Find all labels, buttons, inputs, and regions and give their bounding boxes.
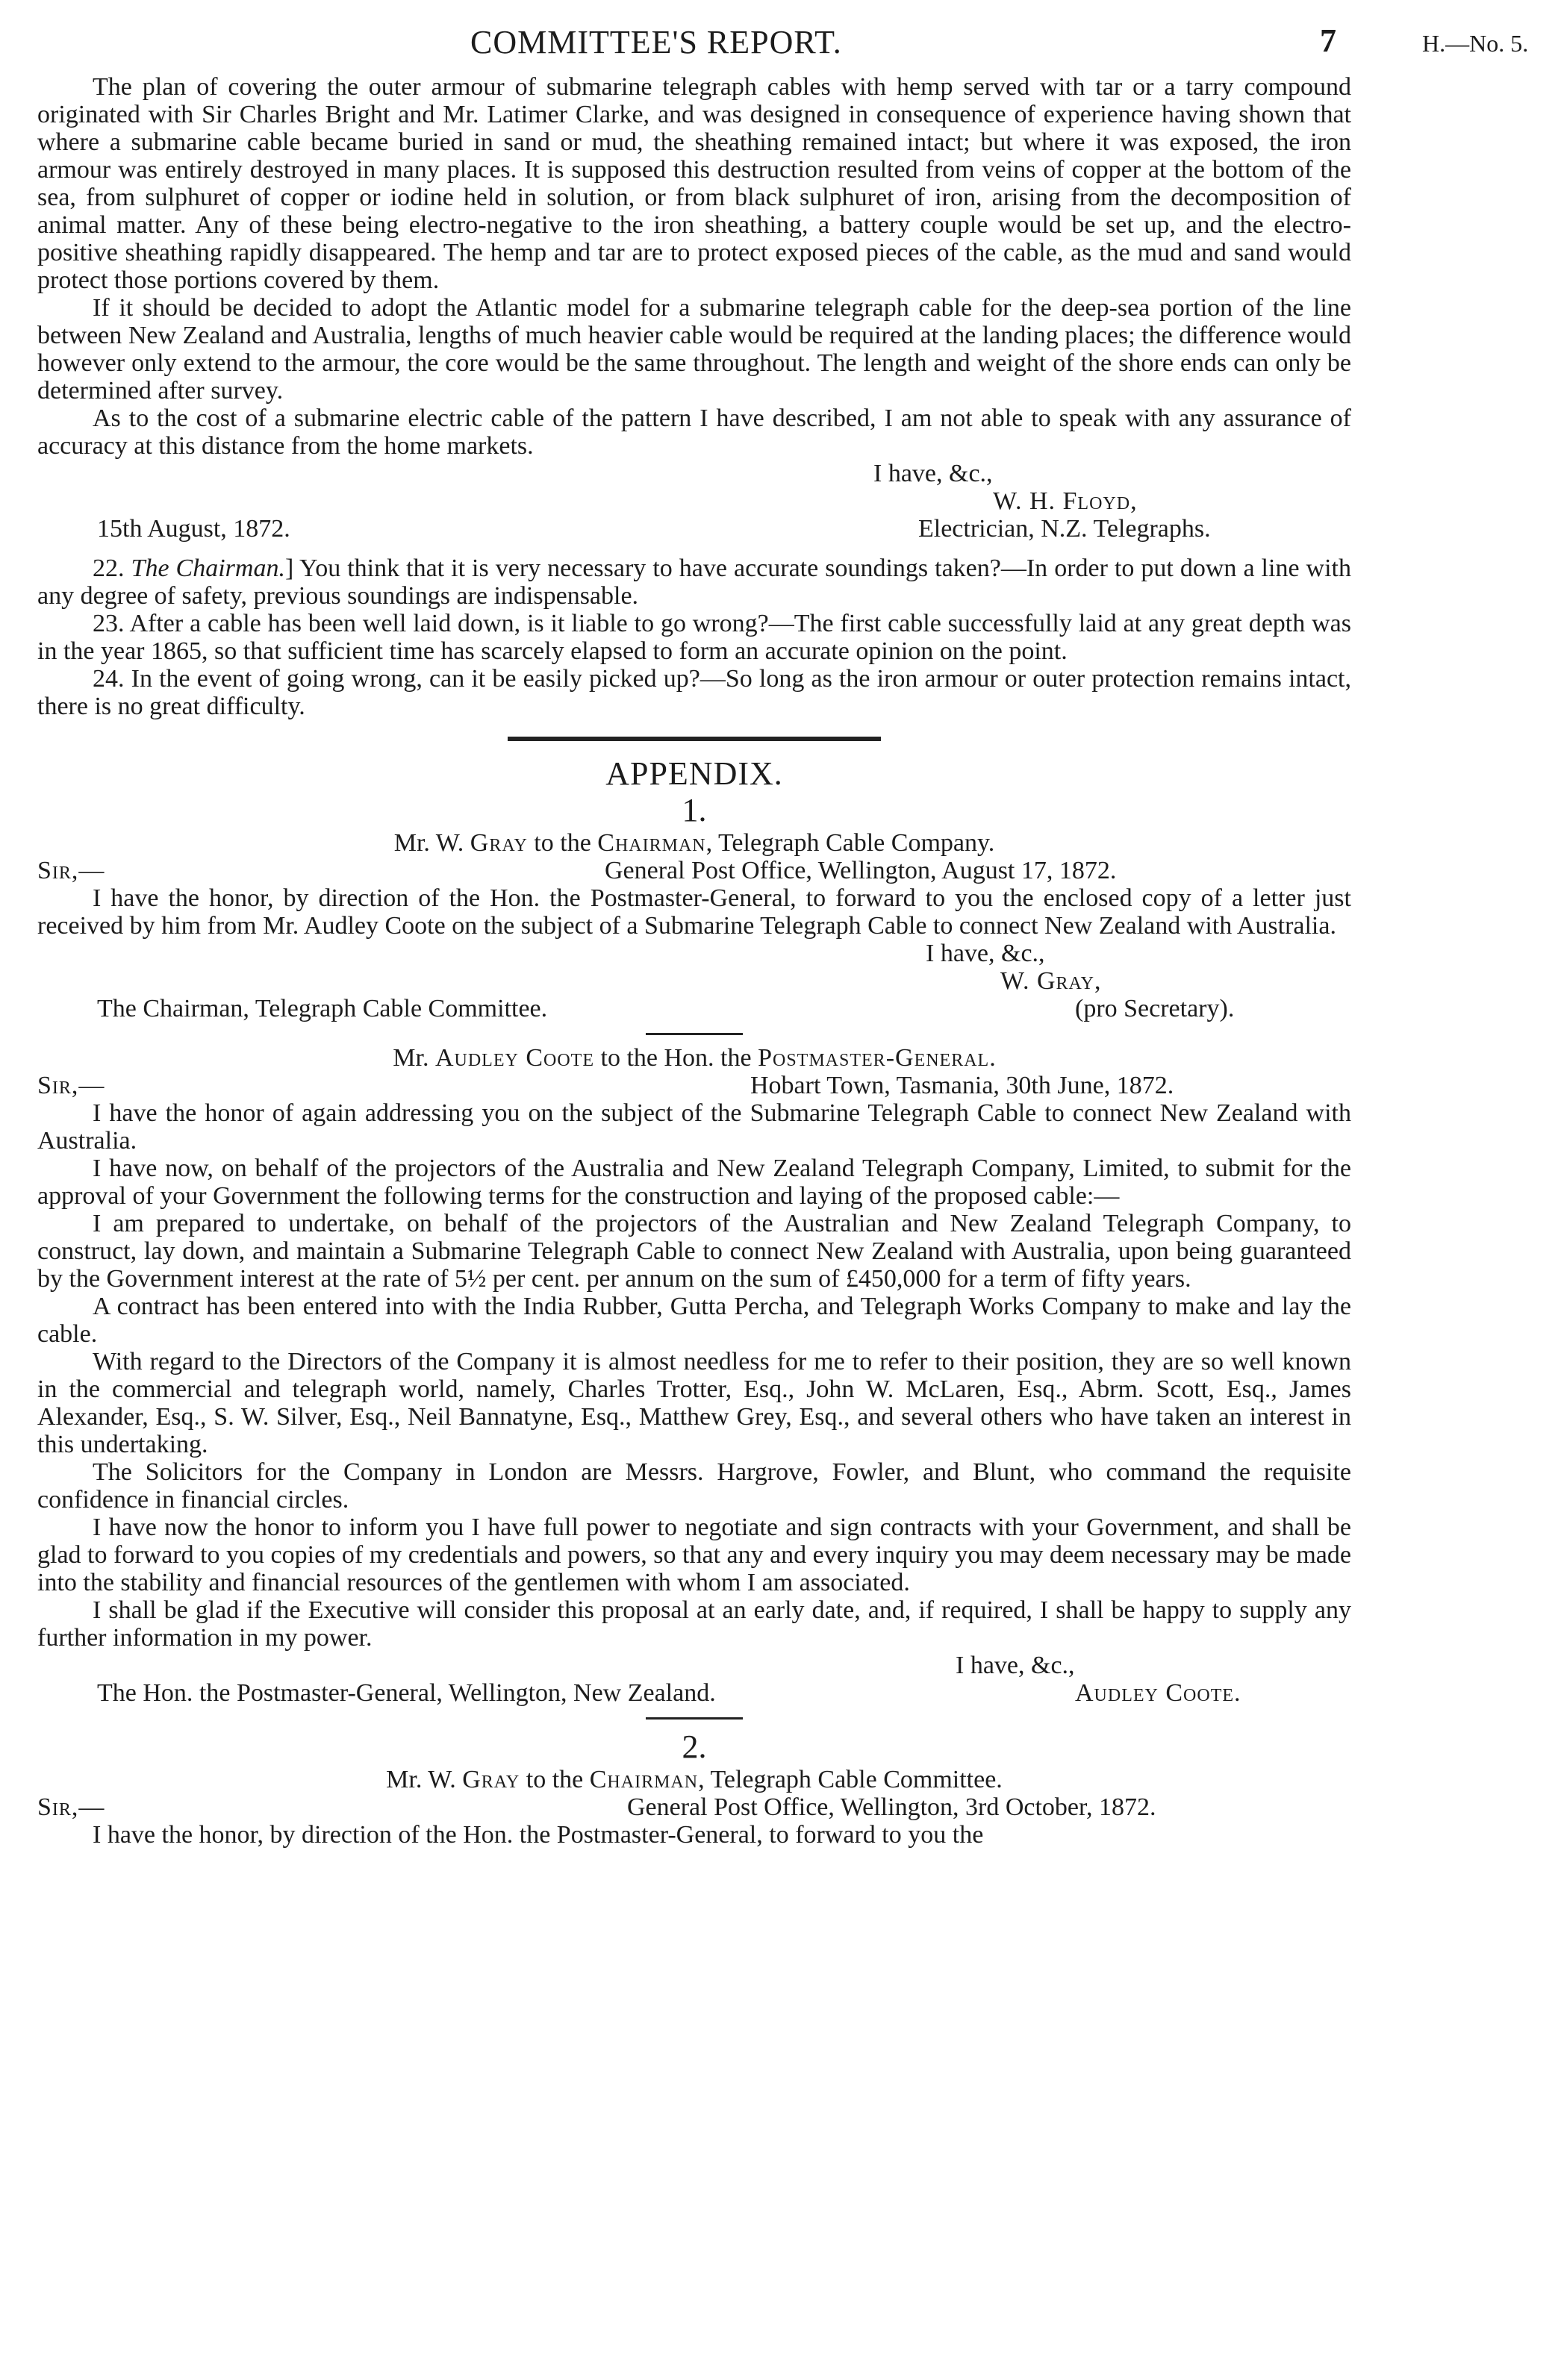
letter-paragraph: I am prepared to undertake, on behalf of the projectors of the Australian and New Zealand Telegraph Company, to construct, lay down, and maintain a Submarine Telegraph Cable to connect New Zealand with Australia, upon being guaranteed by the Government interest at the rate of 5½ per cent. per annum on the sum of £450,000 for a term of fifty years. — [37, 1210, 1351, 1293]
closing: I have, &c., — [956, 1652, 1075, 1679]
question-24: 24. In the event of going wrong, can it be easily picked up?—So long as the iron armour or outer protection remains intact, there is no great difficulty. — [37, 665, 1351, 720]
letter-heading: Mr. W. Gray to the Chairman, Telegraph Cable Committee. — [386, 1766, 1003, 1793]
signature: Audley Coote. — [1075, 1679, 1241, 1707]
signature: W. Gray, — [1000, 967, 1102, 995]
closing-row — [37, 460, 1351, 487]
evidence-paragraph: The plan of covering the outer armour of submarine telegraph cables with hemp served with tar or a tarry compound originated with Sir Charles Bright and Mr. Latimer Clarke, and was designed in consequence of experience having shown that where a submarine cable became buried in sand or mud, the sheathing remained intact; but where it was exposed, the iron armour was entirely destroyed in many places. It is supposed this destruction resulted from veins of copper at the bottom of the sea, from sulphuret of copper or iodine held in solution, or from black sulphuret of iron, arising from the decomposition of animal matter. Any of these being electro-negative to the iron sheathing, a battery couple would be set up, and the electro-positive sheathing rapidly disappeared. The hemp and tar are to protect exposed pieces of the cable, as the mud and sand would protect those portions covered by them. — [37, 73, 1351, 294]
question-22: 22. The Chairman.] You think that it is very necessary to have accurate soundings taken?—In order to put down a line with any degree of safety, previous soundings are indispensable. — [37, 555, 1352, 610]
closing: I have, &c., — [926, 940, 1045, 967]
letter-paragraph: The Solicitors for the Company in London are Messrs. Hargrove, Fowler, and Blunt, who command the requisite confidence in financial circles. — [37, 1458, 1351, 1514]
letter-address: Hobart Town, Tasmania, 30th June, 1872. — [750, 1072, 1174, 1099]
letter-paragraph: I have now the honor to inform you I have full power to negotiate and sign contracts with your Government, and shall be glad to forward to you copies of my credentials and powers, so that any and every inquiry you may deem necessary may be made into the stability and financial resources of the gentlemen with whom I am associated. — [37, 1514, 1351, 1596]
signer-role: (pro Secretary). — [1075, 995, 1235, 1022]
salutation-row — [37, 1793, 1351, 1821]
speaker: The Chairman. — [131, 555, 285, 582]
running-title: COMMITTEE'S REPORT. — [470, 24, 842, 60]
date-row — [37, 515, 1351, 543]
letter-paragraph: With regard to the Directors of the Company it is almost needless for me to refer to their position, they are so well known in the commercial and telegraph world, namely, Charles Trotter, Esq., John W. McLaren, Esq., Abrm. Scott, Esq., James Alexander, Esq., S. W. Silver, Esq., Neil Bannatyne, Esq., Matthew Grey, Esq., and several others who have taken an interest in this undertaking. — [37, 1348, 1351, 1458]
salutation: Sir,— — [37, 857, 105, 884]
letter-number: 2. — [682, 1728, 707, 1765]
signer-title: Electrician, N.Z. Telegraphs. — [918, 515, 1211, 543]
letter-number: 1. — [682, 792, 707, 828]
closing: I have, &c., — [873, 460, 993, 487]
letter-body: I have the honor, by direction of the Hon. the Postmaster-General, to forward to you the enclosed copy of a letter just received by him from Mr. Audley Coote on the subject of a Submarine Telegraph Cable to connect New Zealand with Australia. — [37, 884, 1351, 940]
question-23: 23. After a cable has been well laid down, is it liable to go wrong?—The first cable successfully laid at any great depth was in the year 1865, so that sufficient time has scarcely elapsed to form an accurate opinion on the point. — [37, 610, 1351, 665]
letter-paragraph: I have now, on behalf of the projectors of the Australia and New Zealand Telegraph Company, Limited, to submit for the approval of your Government the following terms for the construction and laying of the proposed cable:— — [37, 1155, 1351, 1210]
section-divider — [508, 737, 881, 741]
evidence-paragraph: If it should be decided to adopt the Atlantic model for a submarine telegraph cable for the deep-sea portion of the line between New Zealand and Australia, lengths of much heavier cable would be required at the landing places; the difference would however only extend to the armour, the core would be the same throughout. The length and weight of the shore ends can only be determined after survey. — [37, 294, 1351, 405]
evidence-paragraph: As to the cost of a submarine electric cable of the pattern I have described, I am not able to speak with any assurance of accuracy at this distance from the home markets. — [37, 405, 1351, 460]
letter-paragraph: I have the honor of again addressing you on the subject of the Submarine Telegraph Cable to connect New Zealand with Australia. — [37, 1099, 1351, 1155]
letter-divider — [646, 1717, 743, 1720]
letter-paragraph: I shall be glad if the Executive will consider this proposal at an early date, and, if required, I shall be happy to supply any further information in my power. — [37, 1596, 1351, 1652]
letter-recipient: The Hon. the Postmaster-General, Wellington, New Zealand. — [97, 1679, 716, 1707]
salutation-row — [37, 1072, 1351, 1099]
letter-body: I have the honor, by direction of the Hon. the Postmaster-General, to forward to you the — [93, 1821, 984, 1849]
letter-heading: Mr. W. Gray to the Chairman, Telegraph Cable Company. — [393, 829, 995, 857]
salutation: Sir,— — [37, 1072, 105, 1099]
signature-row — [37, 487, 1351, 515]
letter-date: 15th August, 1872. — [97, 515, 290, 543]
letter-address: General Post Office, Wellington, August 17, 1872. — [605, 857, 1117, 884]
appendix-title: APPENDIX. — [605, 755, 783, 792]
letter-recipient: The Chairman, Telegraph Cable Committee. — [97, 995, 548, 1022]
letter-heading: Mr. Audley Coote to the Hon. the Postmaster-General. — [393, 1044, 996, 1072]
page-header — [37, 22, 1529, 67]
document-page — [37, 22, 1529, 1849]
salutation-row — [37, 857, 1351, 884]
letter-divider — [646, 1033, 743, 1035]
signature: W. H. Floyd, — [993, 487, 1138, 515]
page-number: 7 — [1320, 22, 1336, 59]
salutation: Sir,— — [37, 1793, 105, 1821]
document-reference: H.—No. 5. — [1422, 30, 1529, 57]
letter-paragraph: A contract has been entered into with the India Rubber, Gutta Percha, and Telegraph Works Company to make and lay the cable. — [37, 1293, 1351, 1348]
letter-address: General Post Office, Wellington, 3rd October, 1872. — [627, 1793, 1156, 1821]
